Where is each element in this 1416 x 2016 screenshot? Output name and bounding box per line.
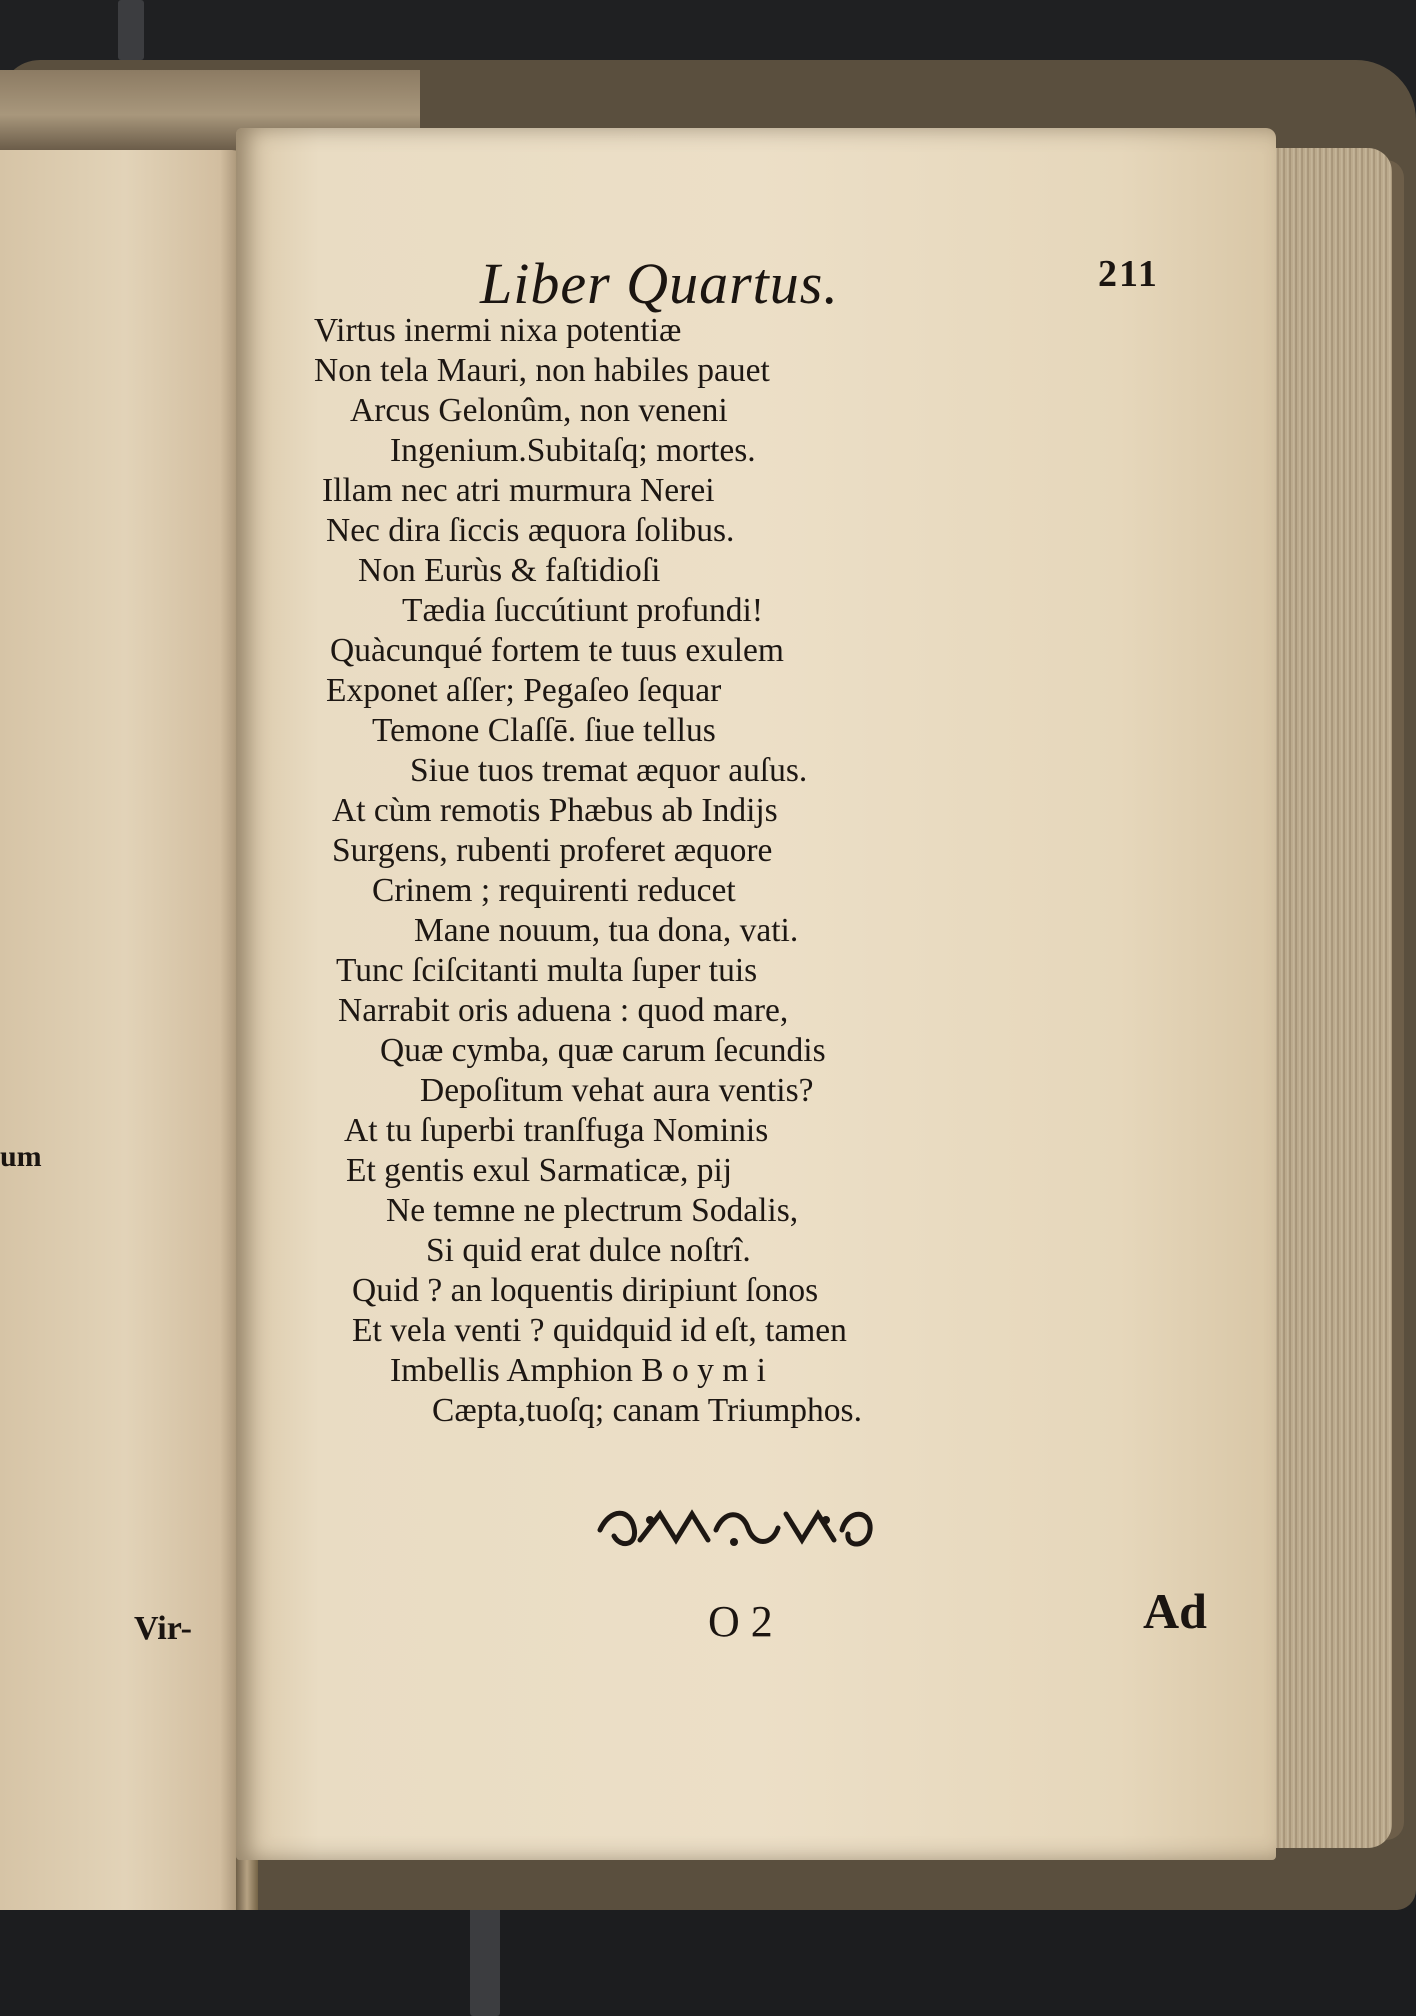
verse-line: Quid ? an loquentis diripiunt ſonos (352, 1272, 819, 1309)
verse-line: Exponet aſſer; Pegaſeo ſequar (326, 672, 722, 709)
page-fore-edge (1262, 148, 1392, 1848)
verse-line: Et vela venti ? quidquid id eſt, tamen (352, 1312, 847, 1349)
verse-line: Illam nec atri murmura Nerei (322, 472, 715, 509)
verse-line: Cæpta,tuoſq; canam Triumphos. (432, 1392, 862, 1429)
verse-line: Si quid erat dulce noſtrî. (426, 1232, 751, 1269)
verse-line: Siue tuos tremat æquor auſus. (410, 752, 808, 789)
verse-line: Et gentis exul Sarmaticæ, pij (346, 1152, 733, 1189)
printers-ornament-icon (590, 1500, 880, 1556)
signature-mark: O 2 (708, 1597, 773, 1646)
verse-line: Non tela Mauri, non habiles pauet (314, 352, 770, 389)
verse-line: Virtus inermi nixa potentiæ (314, 312, 682, 349)
left-page-fragment: um (0, 1140, 42, 1173)
verse-line: Narrabit oris aduena : quod mare, (338, 992, 789, 1029)
left-page-catchword: Vir- (134, 1610, 192, 1647)
verse-line: Depoſitum vehat aura ventis? (420, 1072, 814, 1109)
catchword: Ad (1143, 1583, 1207, 1639)
verse-line: Crinem ; requirenti reducet (372, 872, 736, 909)
left-page (0, 150, 250, 1910)
verse-line: Temone Claſſē. ſiue tellus (372, 712, 716, 749)
verse-line: Mane nouum, tua dona, vati. (414, 912, 799, 949)
verse-line: At cùm remotis Phæbus ab Indijs (332, 792, 778, 829)
verse-line: Quæ cymba, quæ carum ſecundis (380, 1032, 826, 1069)
verse-line: Imbellis Amphion B o y m i (390, 1352, 766, 1389)
running-head: Liber Quartus. (480, 251, 839, 316)
verse-line: At tu ſuperbi tranſfuga Nominis (344, 1112, 769, 1149)
verse-line: Tunc ſciſcitanti multa ſuper tuis (336, 952, 758, 989)
verse-line: Tædia ſuccútiunt profundi! (402, 592, 763, 629)
verse-line: Ingenium.Subitaſq; mortes. (390, 432, 756, 469)
verse-line: Arcus Gelonûm, non veneni (350, 392, 728, 429)
verse-line: Surgens, rubenti proferet æquore (332, 832, 773, 869)
verse-line: Ne temne ne plectrum Sodalis, (386, 1192, 799, 1229)
verse-line: Nec dira ſiccis æquora ſolibus. (326, 512, 735, 549)
thread (118, 0, 144, 60)
verse-line: Non Eurùs & faſtidioſi (358, 552, 661, 589)
verse-line: Quàcunqué fortem te tuus exulem (330, 632, 784, 669)
page-number: 211 (1098, 253, 1159, 295)
